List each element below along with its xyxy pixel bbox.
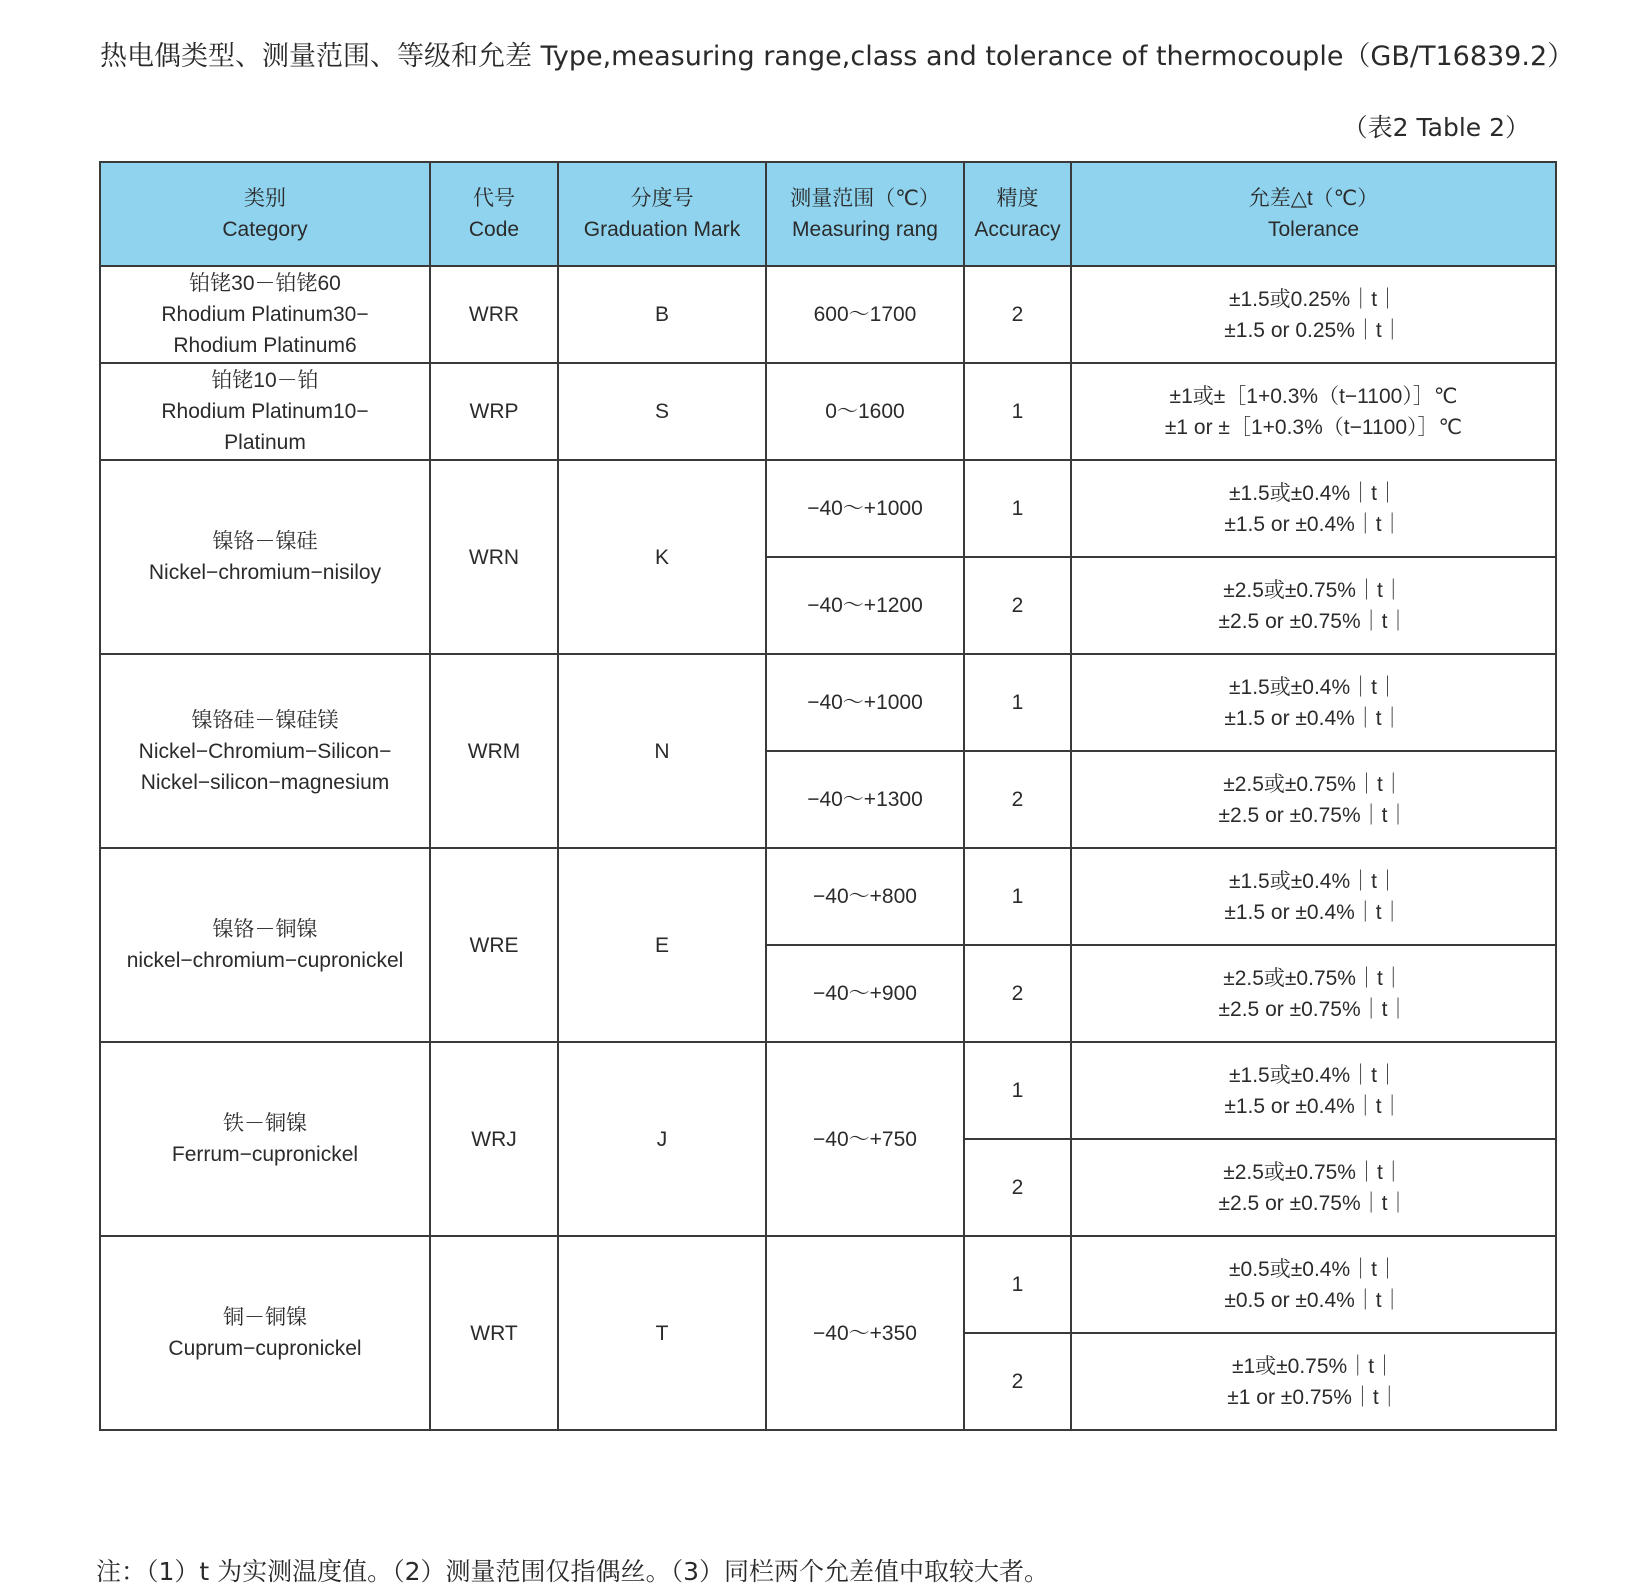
tolerance-en: ±1.5 or ±0.4%｜t｜ xyxy=(1224,900,1403,924)
table-row xyxy=(100,1042,1556,1139)
header-tolerance-zh: 允差△t（℃） xyxy=(1248,187,1379,210)
tolerance-en: ±1.5 or ±0.4%｜t｜ xyxy=(1224,1094,1403,1118)
header-accuracy xyxy=(964,162,1071,266)
graduation-cell: B xyxy=(558,266,766,363)
accuracy-cell: 2 xyxy=(964,557,1071,654)
tolerance-cell xyxy=(1071,266,1556,363)
category-en: Cuprum−cupronickel xyxy=(168,1337,362,1360)
tolerance-cell xyxy=(1071,654,1556,751)
tolerance-zh: ±2.5或±0.75%｜t｜ xyxy=(1223,772,1404,796)
category-en: Rhodium Platinum30− xyxy=(161,303,369,326)
table-row xyxy=(100,460,1556,557)
header-code xyxy=(430,162,558,266)
tolerance-cell xyxy=(1071,1042,1556,1139)
graduation-cell: J xyxy=(558,1042,766,1236)
tolerance-cell xyxy=(1071,848,1556,945)
code-cell: WRR xyxy=(430,266,558,363)
tolerance-en: ±2.5 or ±0.75%｜t｜ xyxy=(1218,609,1409,633)
category-cell xyxy=(100,1042,430,1236)
header-category-en: Category xyxy=(222,218,308,241)
header-graduation-zh: 分度号 xyxy=(630,187,694,210)
table-header-row xyxy=(100,162,1556,266)
category-en: Ferrum−cupronickel xyxy=(171,1143,359,1166)
category-zh: 镍铬－铜镍 xyxy=(212,918,318,941)
table-row xyxy=(100,363,1556,460)
accuracy-cell: 2 xyxy=(964,1333,1071,1430)
header-graduation xyxy=(558,162,766,266)
header-range-zh: 测量范围（℃） xyxy=(790,187,940,210)
range-cell: −40～+1000 xyxy=(766,460,964,557)
range-cell: −40～+1200 xyxy=(766,557,964,654)
table-row xyxy=(100,848,1556,945)
tolerance-zh: ±2.5或±0.75%｜t｜ xyxy=(1223,966,1404,990)
category-en: Rhodium Platinum10− xyxy=(161,400,369,423)
header-range xyxy=(766,162,964,266)
category-en: Nickel−silicon−magnesium xyxy=(140,770,390,794)
category-cell xyxy=(100,1236,430,1430)
tolerance-cell xyxy=(1071,1139,1556,1236)
tolerance-cell xyxy=(1071,1333,1556,1430)
category-cell xyxy=(100,654,430,848)
header-tolerance xyxy=(1071,162,1556,266)
header-code-zh: 代号 xyxy=(473,187,515,210)
thermocouple-table xyxy=(99,161,1557,1431)
tolerance-en: ±2.5 or ±0.75%｜t｜ xyxy=(1218,1191,1409,1215)
category-en: nickel−chromium−cupronickel xyxy=(126,949,404,972)
tolerance-zh: ±2.5或±0.75%｜t｜ xyxy=(1223,1160,1404,1184)
category-zh: 镍铬硅－镍硅镁 xyxy=(191,708,339,732)
tolerance-zh: ±1.5或±0.4%｜t｜ xyxy=(1229,869,1398,893)
tolerance-zh: ±1.5或±0.4%｜t｜ xyxy=(1229,481,1398,505)
header-graduation-en: Graduation Mark xyxy=(583,218,741,241)
tolerance-en: ±1 or ±［1+0.3%（t−1100）］℃ xyxy=(1164,415,1463,439)
category-zh: 铂铑30－铂铑60 xyxy=(189,272,341,295)
tolerance-zh: ±0.5或±0.4%｜t｜ xyxy=(1229,1257,1398,1281)
header-tolerance-en: Tolerance xyxy=(1267,218,1360,241)
tolerance-en: ±2.5 or ±0.75%｜t｜ xyxy=(1218,997,1409,1021)
range-cell: −40～+1300 xyxy=(766,751,964,848)
code-cell: WRP xyxy=(430,363,558,460)
table-row xyxy=(100,1236,1556,1333)
accuracy-cell: 2 xyxy=(964,945,1071,1042)
category-en: Rhodium Platinum6 xyxy=(173,334,357,357)
tolerance-zh: ±2.5或±0.75%｜t｜ xyxy=(1223,578,1404,602)
range-cell: −40～+1000 xyxy=(766,654,964,751)
tolerance-cell xyxy=(1071,1236,1556,1333)
category-cell xyxy=(100,363,430,460)
header-category xyxy=(100,162,430,266)
graduation-cell: K xyxy=(558,460,766,654)
tolerance-cell xyxy=(1071,945,1556,1042)
category-cell xyxy=(100,266,430,363)
graduation-cell: N xyxy=(558,654,766,848)
tolerance-zh: ±1.5或±0.4%｜t｜ xyxy=(1229,675,1398,699)
category-en: Nickel−Chromium−Silicon− xyxy=(138,739,392,763)
code-cell: WRJ xyxy=(430,1042,558,1236)
tolerance-zh: ±1.5或±0.4%｜t｜ xyxy=(1229,1063,1398,1087)
header-range-en: Measuring rang xyxy=(792,218,938,241)
table-row xyxy=(100,266,1556,363)
tolerance-cell xyxy=(1071,460,1556,557)
tolerance-zh: ±1.5或0.25%｜t｜ xyxy=(1228,287,1399,311)
accuracy-cell: 1 xyxy=(964,1042,1071,1139)
graduation-cell: S xyxy=(558,363,766,460)
header-accuracy-zh: 精度 xyxy=(996,187,1039,210)
code-cell: WRE xyxy=(430,848,558,1042)
accuracy-cell: 1 xyxy=(964,1236,1071,1333)
accuracy-cell: 1 xyxy=(964,848,1071,945)
table-caption: （表2 Table 2） xyxy=(1342,113,1530,142)
tolerance-en: ±1 or ±0.75%｜t｜ xyxy=(1227,1385,1400,1409)
range-cell: 0～1600 xyxy=(766,363,964,460)
category-zh: 铜－铜镍 xyxy=(223,1306,307,1329)
tolerance-en: ±1.5 or ±0.4%｜t｜ xyxy=(1224,706,1403,730)
range-cell: −40～+800 xyxy=(766,848,964,945)
tolerance-zh: ±1或±［1+0.3%（t−1100）］℃ xyxy=(1169,384,1458,408)
range-cell: 600～1700 xyxy=(766,266,964,363)
header-category-zh: 类别 xyxy=(244,187,286,210)
accuracy-cell: 2 xyxy=(964,751,1071,848)
accuracy-cell: 2 xyxy=(964,1139,1071,1236)
tolerance-en: ±1.5 or 0.25%｜t｜ xyxy=(1224,318,1403,342)
category-cell xyxy=(100,848,430,1042)
tolerance-cell xyxy=(1071,557,1556,654)
footnote: 注：（1）t 为实测温度值。（2）测量范围仅指偶丝。（3）同栏两个允差值中取较大者。 xyxy=(96,1557,1049,1586)
code-cell: WRM xyxy=(430,654,558,848)
tolerance-cell xyxy=(1071,363,1556,460)
accuracy-cell: 1 xyxy=(964,654,1071,751)
graduation-cell: E xyxy=(558,848,766,1042)
accuracy-cell: 1 xyxy=(964,460,1071,557)
range-cell: −40～+750 xyxy=(766,1042,964,1236)
range-cell: −40～+900 xyxy=(766,945,964,1042)
category-zh: 铂铑10－铂 xyxy=(211,369,319,392)
tolerance-cell xyxy=(1071,751,1556,848)
table-row xyxy=(100,654,1556,751)
accuracy-cell: 1 xyxy=(964,363,1071,460)
accuracy-cell: 2 xyxy=(964,266,1071,363)
category-zh: 镍铬－镍硅 xyxy=(212,530,318,553)
header-accuracy-en: Accuracy xyxy=(974,218,1061,241)
range-cell: −40～+350 xyxy=(766,1236,964,1430)
category-en: Platinum xyxy=(224,431,306,454)
tolerance-en: ±0.5 or ±0.4%｜t｜ xyxy=(1224,1288,1403,1312)
code-cell: WRN xyxy=(430,460,558,654)
graduation-cell: T xyxy=(558,1236,766,1430)
tolerance-zh: ±1或±0.75%｜t｜ xyxy=(1231,1354,1396,1378)
tolerance-en: ±2.5 or ±0.75%｜t｜ xyxy=(1218,803,1409,827)
category-zh: 铁－铜镍 xyxy=(223,1112,307,1135)
category-en: Nickel−chromium−nisiloy xyxy=(148,561,382,584)
category-cell xyxy=(100,460,430,654)
tolerance-en: ±1.5 or ±0.4%｜t｜ xyxy=(1224,512,1403,536)
code-cell: WRT xyxy=(430,1236,558,1430)
header-code-en: Code xyxy=(468,218,520,241)
page-title: 热电偶类型、测量范围、等级和允差 Type,measuring range,class and tolerance of thermocouple（GB/T16839.2） xyxy=(100,41,1575,72)
